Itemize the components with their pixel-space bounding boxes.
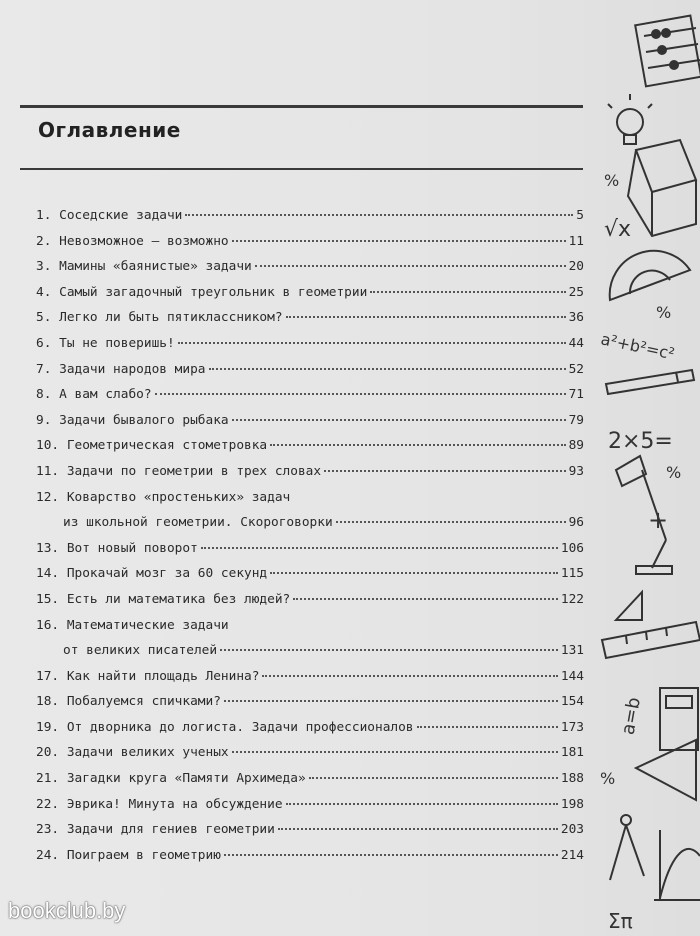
- toc-entry: [36, 490, 584, 516]
- toc-entry-page: 154: [560, 694, 584, 710]
- pencil-icon: [606, 370, 694, 394]
- toc-entry-title-cont: от великих писателей: [63, 643, 218, 659]
- toc-entry-title: 7. Задачи народов мира: [36, 361, 206, 377]
- percent-doodle-3: %: [666, 463, 682, 482]
- compass-icon: [610, 815, 644, 880]
- toc-entry-page: 79: [568, 412, 584, 428]
- toc-entry-title: 18. Побалуемся спичками?: [36, 694, 221, 710]
- toc-entry-title: 10. Геометрическая стометровка: [36, 438, 268, 454]
- leader-dots: [232, 751, 558, 753]
- toc-entry: [36, 438, 584, 464]
- toc-entry: [36, 310, 584, 336]
- toc-entry: [36, 745, 584, 771]
- leader-dots: [255, 265, 566, 267]
- protractor-icon: [610, 251, 690, 300]
- leader-dots: [232, 240, 566, 242]
- toc-entry: [36, 413, 584, 439]
- leader-dots: [286, 316, 566, 318]
- toc-entry-title: 3. Мамины «баянистые» задачи: [36, 259, 252, 275]
- leader-dots: [278, 828, 558, 830]
- toc-entry-page: 188: [560, 771, 584, 787]
- toc-entry-title: 12. Коварство «простеньких» задач: [36, 489, 291, 505]
- toc-entry-title: 4. Самый загадочный треугольник в геометрии: [36, 284, 368, 300]
- table-of-contents: [36, 208, 584, 873]
- toc-entry-title: 21. Загадки круга «Памяти Архимеда»: [36, 771, 306, 787]
- percent-doodle: %: [604, 171, 620, 190]
- leader-dots: [270, 572, 558, 574]
- toc-entry-continuation: [36, 515, 584, 541]
- toc-entry-title: 20. Задачи великих ученых: [36, 745, 229, 761]
- leader-dots: [178, 342, 566, 344]
- toc-entry-title: 15. Есть ли математика без людей?: [36, 591, 291, 607]
- toc-entry: [36, 541, 584, 567]
- sigma-pi-doodle: Σπ: [608, 909, 633, 933]
- percent-doodle-4: %: [600, 769, 616, 788]
- top-rule: [20, 105, 583, 108]
- toc-entry: [36, 336, 584, 362]
- sqrt-doodle: √x: [604, 217, 632, 242]
- toc-entry: [36, 234, 584, 260]
- toc-entry-title: 1. Соседские задачи: [36, 208, 183, 223]
- leader-dots: [232, 419, 566, 421]
- toc-entry-title: 13. Вот новый поворот: [36, 540, 198, 556]
- toc-entry: [36, 822, 584, 848]
- toc-entry-continuation: [36, 643, 584, 669]
- watermark: bookclub.by: [8, 898, 126, 923]
- leader-dots: [224, 700, 558, 702]
- page-title: Оглавление: [38, 118, 181, 142]
- toc-entry-title: 11. Задачи по геометрии в трех словах: [36, 463, 322, 479]
- cube-icon: [628, 140, 696, 236]
- pythagoras-doodle: a²+b²=c²: [599, 329, 677, 364]
- triangle-icon: [616, 592, 642, 620]
- toc-entry-page: 5: [576, 208, 584, 223]
- leader-dots: [220, 649, 558, 651]
- toc-entry-title: 14. Прокачай мозг за 60 секунд: [36, 566, 268, 582]
- leader-dots: [270, 444, 565, 446]
- toc-entry: [36, 771, 584, 797]
- leader-dots: [370, 291, 565, 293]
- toc-entry-title: 19. От дворника до логиста. Задачи профессионалов: [36, 719, 414, 735]
- toc-entry-title-cont: из школьной геометрии. Скороговорки: [63, 515, 333, 531]
- toc-entry-title: 16. Математические задачи: [36, 617, 229, 633]
- equation-doodle: a=b: [617, 695, 645, 737]
- leader-dots: [336, 521, 566, 523]
- toc-entry-page: 11: [568, 233, 584, 249]
- toc-entry-page: 203: [560, 822, 584, 838]
- toc-entry-page: 122: [560, 591, 584, 607]
- toc-entry: [36, 797, 584, 823]
- leader-dots: [324, 470, 566, 472]
- toc-entry-title: 17. Как найти площадь Ленина?: [36, 668, 260, 684]
- leader-dots: [309, 777, 558, 779]
- math-doodles: [596, 0, 700, 936]
- toc-entry-page: 36: [568, 310, 584, 326]
- graph-icon: [654, 830, 700, 900]
- toc-entry-page: 89: [568, 438, 584, 454]
- toc-entry: [36, 285, 584, 311]
- leader-dots: [417, 726, 558, 728]
- leader-dots: [155, 393, 566, 395]
- toc-entry: [36, 618, 584, 644]
- toc-entry: [36, 387, 584, 413]
- toc-entry: [36, 566, 584, 592]
- leader-dots: [201, 547, 558, 549]
- percent-doodle-2: %: [656, 303, 672, 322]
- toc-entry: [36, 720, 584, 746]
- toc-entry: [36, 592, 584, 618]
- leader-dots: [209, 368, 566, 370]
- toc-entry-page: 20: [568, 259, 584, 275]
- toc-entry: [36, 669, 584, 695]
- multiplication-doodle: 2×5=: [608, 429, 673, 454]
- toc-entry: [36, 694, 584, 720]
- toc-entry-page: 198: [560, 796, 584, 812]
- abacus-icon: [635, 16, 700, 87]
- toc-entry: [36, 259, 584, 285]
- toc-entry-title: 23. Задачи для гениев геометрии: [36, 822, 275, 838]
- toc-entry-title: 24. Поиграем в геометрию: [36, 847, 221, 863]
- toc-entry: [36, 464, 584, 490]
- leader-dots: [262, 675, 557, 677]
- toc-entry-page: 106: [560, 540, 584, 556]
- toc-entry-page: 115: [560, 566, 584, 582]
- toc-entry-page: 44: [568, 335, 584, 351]
- plus-doodle: +: [648, 506, 669, 534]
- toc-entry-title: 8. А вам слабо?: [36, 387, 152, 403]
- toc-entry-page: 173: [560, 719, 584, 735]
- toc-entry-page: 52: [568, 361, 584, 377]
- toc-entry: [36, 208, 584, 234]
- ruler-icon: [602, 622, 700, 658]
- toc-entry: [36, 362, 584, 388]
- toc-entry-page: 96: [568, 515, 584, 531]
- toc-entry-title: 9. Задачи бывалого рыбака: [36, 412, 229, 428]
- toc-entry-page: 181: [560, 745, 584, 761]
- toc-entry-title: 2. Невозможное — возможно: [36, 233, 229, 249]
- leader-dots: [185, 214, 573, 216]
- toc-entry-page: 214: [560, 847, 584, 863]
- toc-entry-title: 6. Ты не поверишь!: [36, 335, 175, 351]
- toc-entry-title: 22. Эврика! Минута на обсуждение: [36, 796, 283, 812]
- leader-dots: [293, 598, 558, 600]
- toc-entry-page: 71: [568, 387, 584, 403]
- leader-dots: [224, 854, 558, 856]
- toc-entry-page: 131: [560, 643, 584, 659]
- toc-entry-page: 93: [568, 463, 584, 479]
- toc-entry: [36, 848, 584, 874]
- toc-entry-page: 144: [560, 668, 584, 684]
- leader-dots: [286, 803, 558, 805]
- toc-entry-page: 25: [568, 284, 584, 300]
- bottom-rule: [20, 168, 583, 170]
- toc-entry-title: 5. Легко ли быть пятиклассником?: [36, 310, 283, 326]
- lightbulb-icon: [608, 94, 652, 144]
